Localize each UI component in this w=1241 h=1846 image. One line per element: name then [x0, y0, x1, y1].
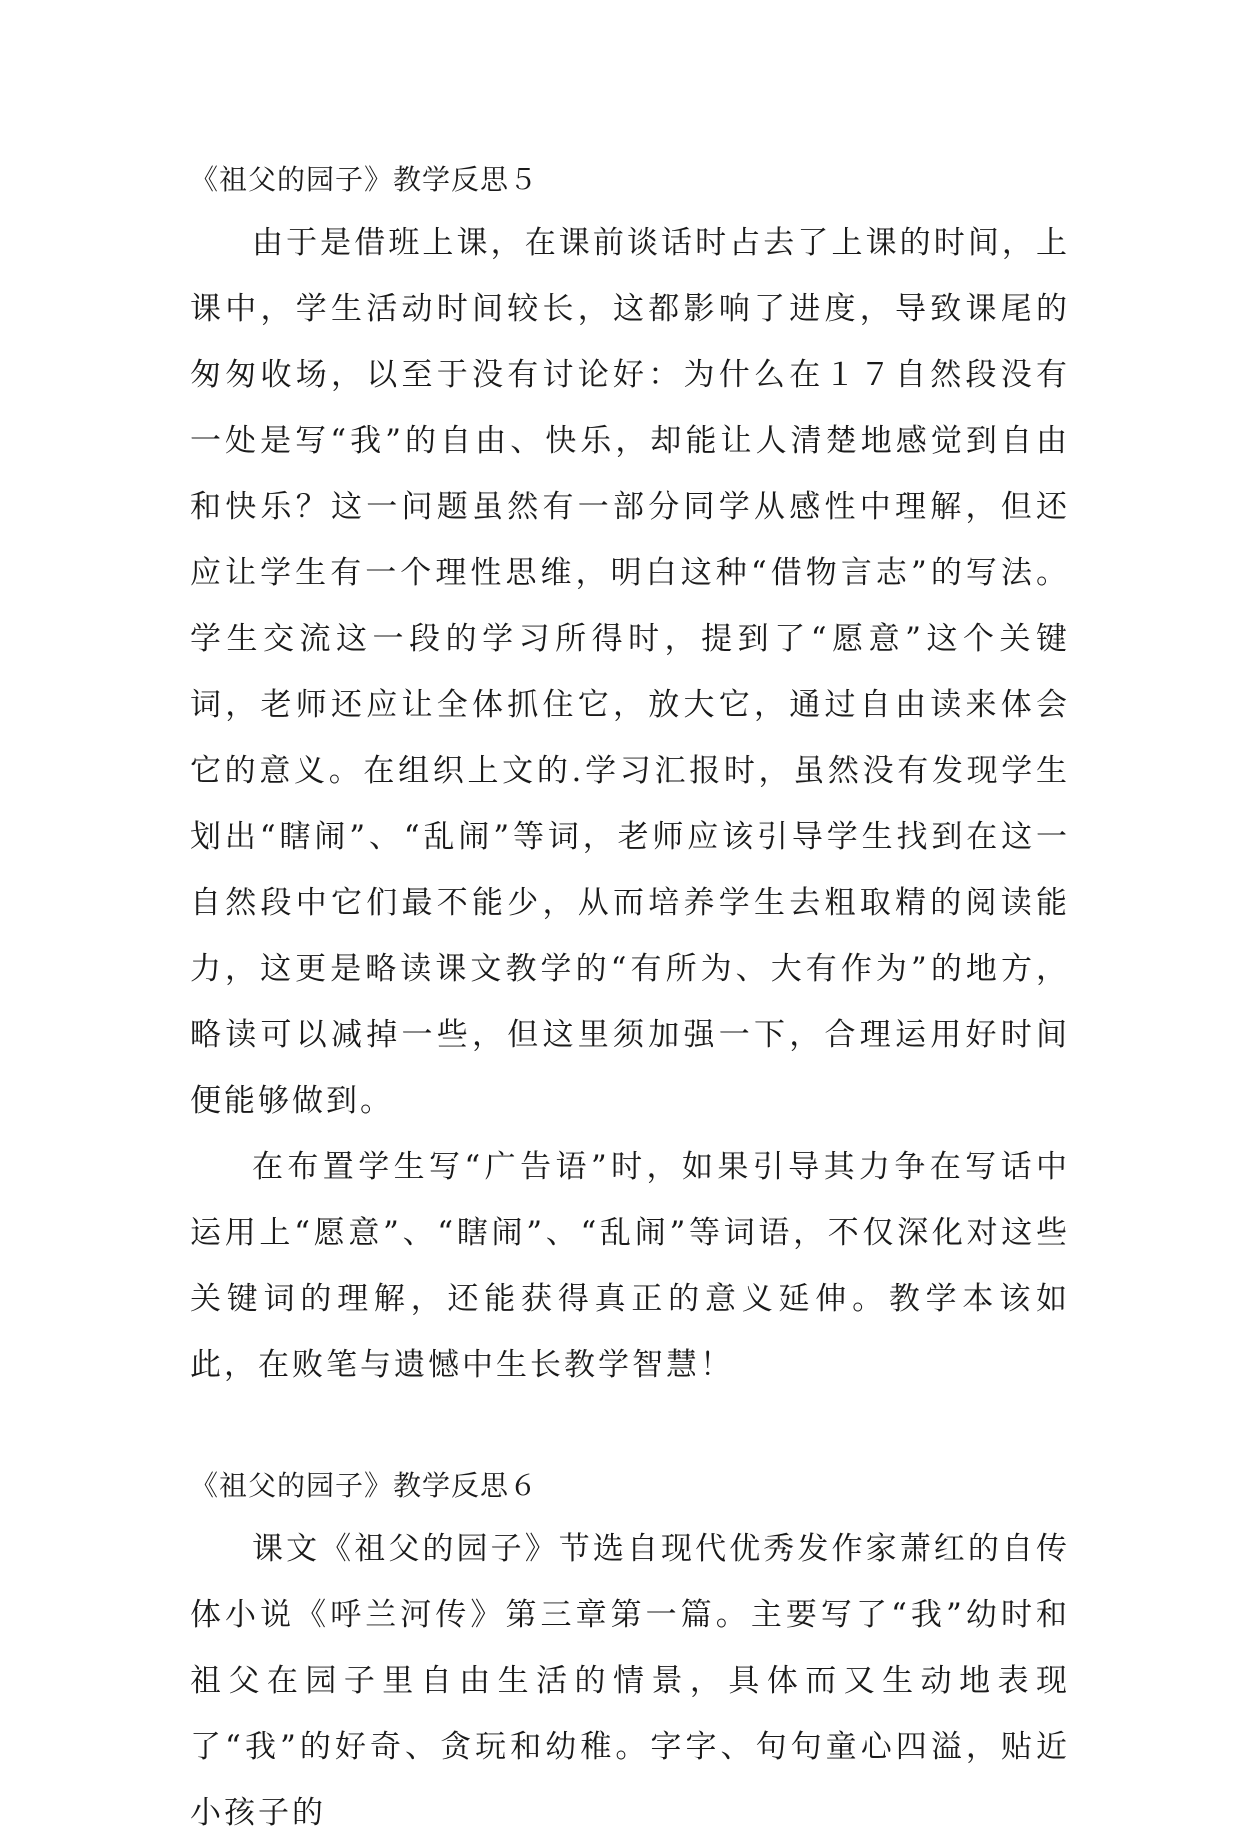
- paragraph: 由于是借班上课，在课前谈话时占去了上课的时间，上课中，学生活动时间较长，这都影响了进度，导致课尾的匆匆收场，以至于没有讨论好：为什么在１７自然段没有一处是写“我”的自由、快乐，却能让人清楚地感觉到自由和快乐？这一问题虽然有一部分同学从感性中理解，但还应让学生有一个理性思维，明白这种“借物言志”的写法。学生交流这一段的学习所得时，提到了“愿意”这个关键词，老师还应让全体抓住它，放大它，通过自由读来体会它的意义。在组织上文的.学习汇报时，虽然没有发现学生划出“瞎闹”、“乱闹”等词，老师应该引导学生找到在这一自然段中它们最不能少，从而培养学生去粗取精的阅读能力，这更是略读课文教学的“有所为、大有作为”的地方，略读可以减掉一些，但这里须加强一下，合理运用好时间便能够做到。: [190, 225, 1070, 1119]
- section-title: 《祖父的园子》教学反思６: [190, 1469, 539, 1502]
- document-page: [190, 150, 1070, 1846]
- reflection-section-5: [190, 150, 1070, 1398]
- paragraph: 在布置学生写“广告语”时，如果引导其力争在写话中运用上“愿意”、“瞎闹”、“乱闹”等词语，不仅深化对这些关键词的理解，还能获得真正的意义延伸。教学本该如此，在败笔与遗憾中生长教学智慧！: [190, 1149, 1070, 1383]
- paragraph: 课文《祖父的园子》节选自现代优秀发作家萧红的自传体小说《呼兰河传》第三章第一篇。主要写了“我”幼时和祖父在园子里自由生活的情景，具体而又生动地表现了“我”的好奇、贪玩和幼稚。字字、句句童心四溢，贴近小孩子的: [190, 1531, 1070, 1831]
- section-title: 《祖父的园子》教学反思５: [190, 163, 539, 196]
- reflection-section-6: [190, 1456, 1070, 1846]
